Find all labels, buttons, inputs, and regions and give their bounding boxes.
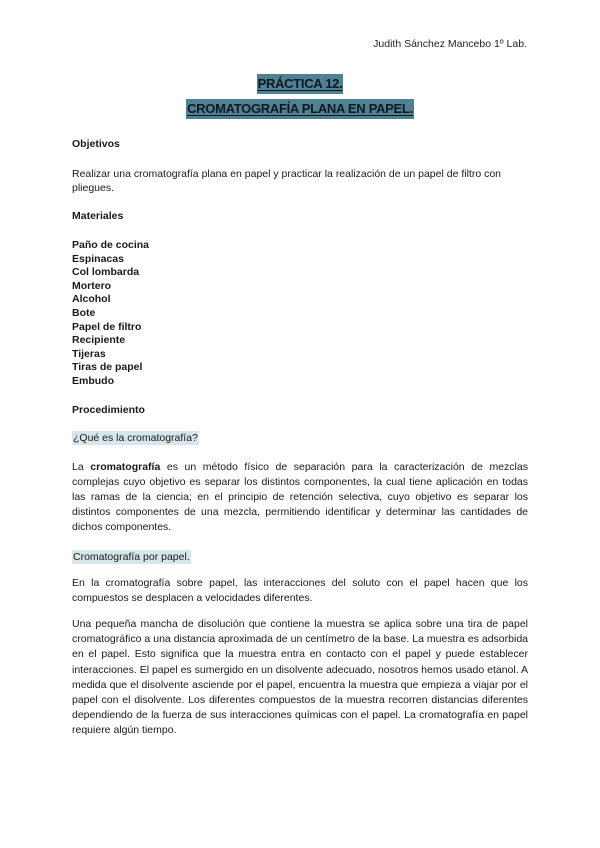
materiales-list (72, 239, 528, 389)
paragraph-interacciones: En la cromatografía sobre papel, las interacciones del soluto con el papel hacen que los compuestos se desplacen a velocidades diferentes. (72, 576, 528, 604)
list-item: Tiras de papel (72, 361, 143, 374)
list-item: Col lombarda (72, 266, 140, 279)
list-item: Embudo (72, 374, 114, 387)
author-line: Judith Sánchez Mancebo 1º Lab. (373, 38, 527, 50)
list-item: Alcohol (72, 293, 111, 306)
title-block (0, 74, 600, 119)
list-item: Espinacas (72, 252, 124, 265)
title-line-1: PRÁCTICA 12. (257, 74, 344, 94)
procedimiento-heading: Procedimiento (72, 403, 145, 416)
subheading-que-es: ¿Qué es la cromatografía? (73, 431, 198, 444)
title-line-2: CROMATOGRAFÍA PLANA EN PAPEL. (186, 99, 414, 119)
list-item: Papel de filtro (72, 320, 142, 333)
materiales-heading: Materiales (72, 210, 124, 222)
term-cromatografia: cromatografía (90, 460, 161, 473)
list-item: Tijeras (72, 347, 106, 360)
list-item: Mortero (72, 279, 112, 292)
objetivos-text: Realizar una cromatografía plana en papel y practicar la realización de un papel de filtro con pliegues. (72, 168, 502, 194)
objetivos-heading: Objetivos (72, 138, 120, 150)
list-item: Bote (72, 306, 96, 319)
list-item: Paño de cocina (72, 239, 150, 251)
paragraph-definicion: La cromatografía es un método físico de separación para la caracterización de mezclas complejas cuyo objetivo es separar los distintos componentes, la cual tiene aplicación en todas las ramas de la ciencia; en el principio de retención selectiva, cuyo objetivo es separar los distintos componentes de una mezcla, permitiendo identificar y determinar las cantidades de dichos componentes. (72, 460, 528, 534)
list-item: Recipiente (72, 334, 126, 347)
subheading-por-papel: Cromatografía por papel. (73, 550, 190, 563)
paragraph-procedimiento: Una pequeña mancha de disolución que contiene la muestra se aplica sobre una tira de papel cromatográfico a una distancia aproximada de un centímetro de la base. La muestra es adsorbida en el papel. Esto significa que la muestra entra en contacto con el papel y puede establecer interacciones. El papel es sumergido en un disolvente adecuado, nosotros hemos usado etanol. A medida que el disolvente asciende por el papel, encuentra la muestra que empieza a viajar por el papel con el disolvente. Los diferentes compuestos de la muestra recorren distancias diferentes dependiendo de la fuerza de sus interacciones químicas con el papel. La cromatografía en papel requiere algún tiempo. (72, 617, 528, 737)
document-body (72, 137, 528, 739)
